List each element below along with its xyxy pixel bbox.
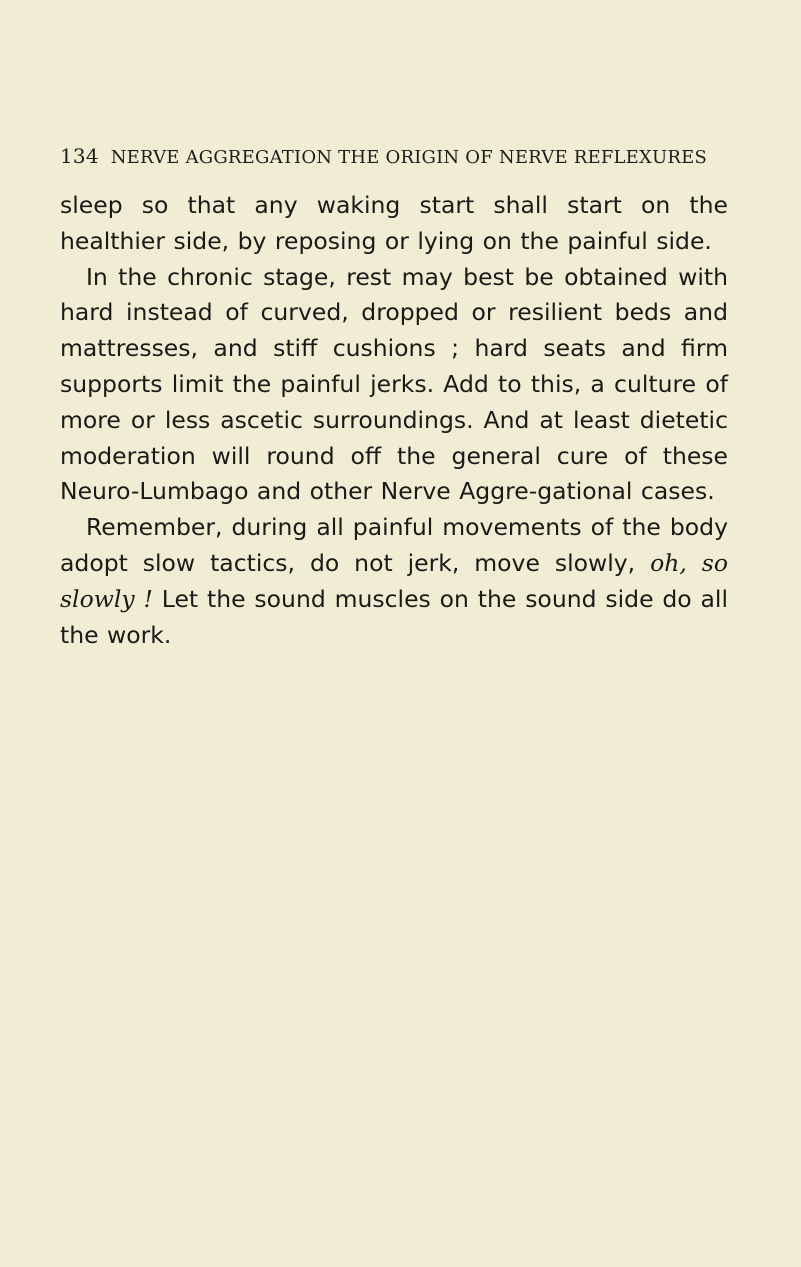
body-text (60, 188, 728, 653)
paragraph-continuation: sleep so that any waking start shall start on the healthier side, by reposing or lying on the painful side. (60, 191, 728, 255)
paragraph-remember-lead: Remember, during all painful movements of the body adopt slow tactics, do not jerk, move slowly, (60, 513, 728, 577)
running-head (60, 144, 750, 168)
page-number: 134 (60, 144, 99, 168)
paragraph-remember-tail: Let the sound muscles on the sound side do all the work. (60, 584, 728, 649)
paragraph-remember-emphasis: oh, so slowly ! (60, 548, 728, 613)
running-title: NERVE AGGREGATION THE ORIGIN OF NERVE REFLEXURES (110, 147, 708, 168)
paragraph-remember (60, 510, 728, 653)
paragraph-chronic-stage: In the chronic stage, rest may best be obtained with hard instead of curved, dropped or resilient beds and mattresses, and stiff cushions ; hard seats and firm supports limit the painful jerks. Add to this, a culture of more or less ascetic surroundings. And at least dietetic moderation will round off the general cure of these Neuro-Lumbago and other Nerve Aggre-gational cases. (60, 262, 728, 506)
